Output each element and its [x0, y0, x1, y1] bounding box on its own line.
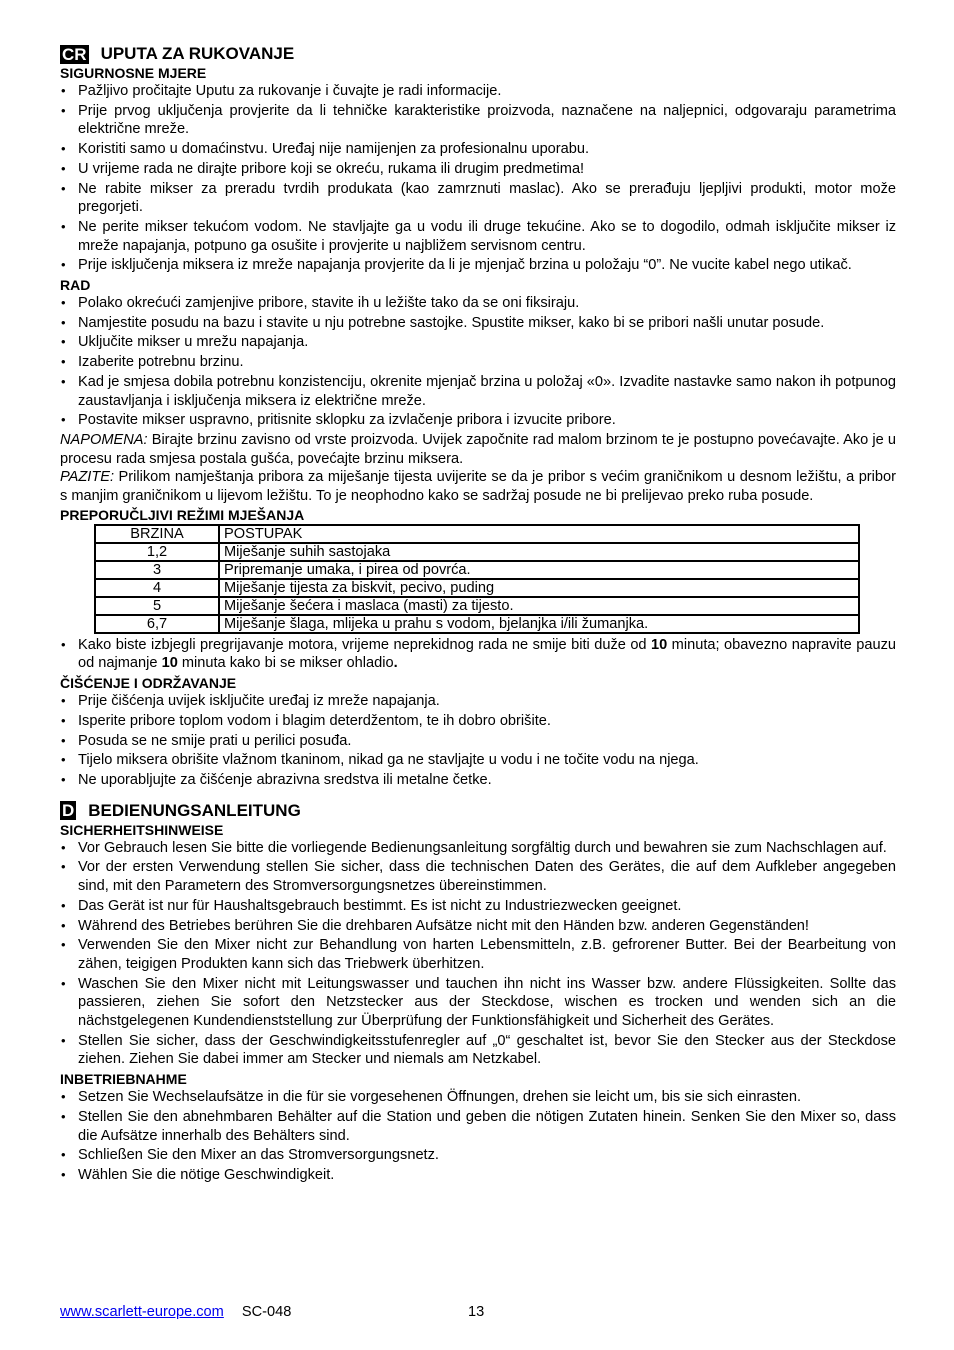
list-item: • Namjestite posudu na bazu i stavite u nju potrebne sastojke. Spustite mikser, kako bi se pribori našli unutar posude.	[60, 314, 896, 333]
page-number: 13	[468, 1304, 485, 1320]
list-item: • Wählen Sie die nötige Geschwindigkeit.	[60, 1166, 896, 1185]
list-item: • Ne perite mikser tekućom vodom. Ne stavljajte ga u vodu ili druge tekućine. Ako se to dogodilo, odmah isključite mikser iz mreže napajanja, potpuno ga osušite i provjerite u najbližem servisnom centru.	[60, 218, 896, 255]
pause-text-e: minuta kako bi se mikser ohladio	[177, 655, 394, 672]
pause-text-c: minuta; obavezno napravite pauzu od najmanje	[78, 636, 896, 672]
cell-speed: 4	[95, 579, 219, 597]
section-title-cr: UPUTA ZA RUKOVANJE	[100, 44, 295, 63]
list-safety-d	[60, 839, 896, 1069]
pause-period: .	[393, 655, 398, 672]
warning-paragraph	[60, 468, 896, 505]
warning-label: PAZITE:	[60, 469, 115, 486]
table-row	[95, 579, 859, 597]
list-item: • Prije prvog uključenja provjerite da li tehničke karakteristike proizvoda, naznačene na naljepnici, odgovaraju parametrima električne mreže.	[60, 102, 896, 139]
list-item: • Prije čišćenja uvijek isključite uređaj iz mreže napajanja.	[60, 692, 896, 711]
list-item: • Kad je smjesa dobila potrebnu konzistenciju, okrenite mjenjač brzina u položaj «0». Izvadite nastavke samo nakon ih potpunog zaustavljanja i isključenja miksera iz električne mreže.	[60, 373, 896, 410]
list-cleaning-cr	[60, 692, 896, 790]
list-item: • Setzen Sie Wechselaufsätze in die für sie vorgesehenen Öffnungen, drehen sie leicht um, bis sie sich einrasten.	[60, 1088, 896, 1107]
pause-minutes-max: 10	[651, 636, 668, 653]
list-pause-cr	[60, 636, 896, 673]
cell-procedure: Miješanje šlaga, mlijeka u prahu s vodom, bjelanjka i/ili žumanjka.	[219, 615, 859, 633]
heading-cleaning-cr: ČIŠĆENJE I ODRŽAVANJE	[60, 675, 237, 692]
list-item: • Postavite mikser uspravno, pritisnite sklopku za izvlačenje pribora i izvucite pribore.	[60, 411, 896, 430]
list-item: • Tijelo miksera obrišite vlažnom tkaninom, nikad ga ne stavljajte u vodu i ne točite vodu na njega.	[60, 751, 896, 770]
heading-safety-d: SICHERHEITSHINWEISE	[60, 821, 224, 838]
section-title-d: BEDIENUNGSANLEITUNG	[88, 800, 301, 820]
list-item: • Ne rabite mikser za preradu tvrdih produkata (kao zamrznuti maslac). Ako se prerađuju ljepljivi produkti, motor može pregorjeti.	[60, 180, 896, 217]
cell-speed: 6,7	[95, 615, 219, 633]
list-item: • Izaberite potrebnu brzinu.	[60, 353, 896, 372]
list-item: • Verwenden Sie den Mixer nicht zur Behandlung von harten Lebensmitteln, z.B. gefrorener Butter. Bei der Bearbeitung von zähen, teigigen Produkten kann sich das Triebwerk überhitzen.	[60, 936, 896, 973]
heading-operation-cr: RAD	[60, 277, 91, 294]
heading-operation-d: INBETRIEBNAHME	[60, 1071, 187, 1088]
pause-text-a: Kako biste izbjegli pregrijavanje motora, vrijeme neprekidnog rada ne smije biti duže od	[78, 636, 651, 653]
column-header-speed: BRZINA	[95, 525, 219, 543]
list-item: • Koristiti samo u domaćinstvu. Uređaj nije namijenjen za profesionalnu uporabu.	[60, 140, 896, 159]
list-item: • Das Gerät ist nur für Haushaltsgebrauch bestimmt. Es ist nicht zu Industriezwecken geeignet.	[60, 897, 896, 916]
list-item: • U vrijeme rada ne dirajte pribore koji se okreću, rukama ili drugim predmetima!	[60, 160, 896, 179]
cell-procedure: Miješanje tijesta za biskvit, pecivo, puding	[219, 579, 859, 597]
model-number: SC-048	[241, 1304, 292, 1320]
list-item: • Posuda se ne smije prati u perilici posuđa.	[60, 732, 896, 751]
page-footer	[60, 1304, 896, 1320]
cell-speed: 1,2	[95, 543, 219, 561]
list-item: • Stellen Sie sicher, dass der Geschwindigkeitsstufenregler auf „0“ geschaltet ist, bevor Sie den Stecker aus der Steckdose ziehen. Ziehen Sie dabei immer am Stecker und niemals am Netzkabel.	[60, 1032, 896, 1069]
mixing-modes-table	[94, 524, 860, 634]
list-item-pause	[60, 636, 896, 673]
list-item: • Stellen Sie den abnehmbaren Behälter auf die Station und geben die nötigen Zutaten hinein. Senken Sie den Mixer so, dass die Aufsätze innerhalb des Behälters sind.	[60, 1108, 896, 1145]
section-header-cr	[60, 44, 896, 64]
table-header-row	[95, 525, 859, 543]
table-row	[95, 597, 859, 615]
heading-modes-cr: PREPORUČLJIVI REŽIMI MJEŠANJA	[60, 506, 305, 523]
cell-procedure: Pripremanje umaka, i pirea od povrća.	[219, 561, 859, 579]
language-tag-d: D	[62, 801, 75, 821]
table-row	[95, 561, 859, 579]
list-item: • Polako okrećući zamjenjive pribore, stavite ih u ležište tako da se oni fiksiraju.	[60, 294, 896, 313]
list-item: • Während des Betriebes berühren Sie die drehbaren Aufsätze nicht mit den Händen bzw. anderen Gegenständen!	[60, 917, 896, 936]
table-row	[95, 543, 859, 561]
list-safety-cr	[60, 82, 896, 275]
warning-text: Prilikom namještanja pribora za miješanje tijesta uvijerite se da je pribor s većim graničnikom u desnom ležištu, a pribor s manjim graničnikom u lijevom ležištu. To je neophodno kako se sadržaj posude ne bi prelijevao preko ruba posude.	[60, 469, 896, 505]
list-item: • Ne uporabljujte za čišćenje abrazivna sredstva ili metalne četke.	[60, 771, 896, 790]
document-page	[60, 44, 896, 1186]
list-item: • Waschen Sie den Mixer nicht mit Leitungswasser und tauchen ihn nicht ins Wasser bzw. andere Flüssigkeiten. Sollte das passieren, ziehen Sie sofort den Netzstecker aus der Steckdose, wischen es trocken und wenden sich an die nächstgelegenen Kundendienststellung zur Überprüfung der Funktionsfähigkeit und Sicherheit des Gerätes.	[60, 975, 896, 1031]
language-tag-cr: CR	[62, 44, 87, 64]
note-label: NAPOMENA:	[60, 431, 148, 448]
cell-speed: 5	[95, 597, 219, 615]
list-item: • Prije isključenja miksera iz mreže napajanja provjerite da li je mjenjač brzina u položaju “0”. Ne vucite kabel nego utikač.	[60, 256, 896, 275]
note-text: Birajte brzinu zavisno od vrste proizvoda. Uvijek započnite rad malom brzinom te je postupno povećavajte. Ako je u procesu rada smjesa postala gušća, povećajte brzinu miksera.	[60, 431, 896, 467]
website-link[interactable]: www.scarlett-europe.com	[60, 1304, 224, 1320]
list-item: • Isperite pribore toplom vodom i blagim deterdžentom, te ih dobro obrišite.	[60, 712, 896, 731]
note-paragraph	[60, 431, 896, 468]
heading-safety-cr: SIGURNOSNE MJERE	[60, 65, 207, 81]
list-item: • Vor der ersten Verwendung stellen Sie sicher, dass die technischen Daten des Gerätes, die auf dem Aufkleber angegeben sind, mit den Parametern des Stromversorgungsnetzes übereinstimmen.	[60, 858, 896, 895]
cell-speed: 3	[95, 561, 219, 579]
list-item: • Schließen Sie den Mixer an das Stromversorgungsnetz.	[60, 1146, 896, 1165]
list-item: • Pažljivo pročitajte Uputu za rukovanje i čuvajte je radi informacije.	[60, 82, 896, 101]
list-item: • Uključite mikser u mrežu napajanja.	[60, 333, 896, 352]
pause-minutes-min: 10	[161, 655, 178, 672]
section-header-d	[60, 801, 896, 821]
list-item: • Vor Gebrauch lesen Sie bitte die vorliegende Bedienungsanleitung sorgfältig durch und bewahren sie zum Nachschlagen auf.	[60, 839, 896, 858]
table-row	[95, 615, 859, 633]
column-header-procedure: POSTUPAK	[219, 525, 859, 543]
cell-procedure: Miješanje šećera i maslaca (masti) za tijesto.	[219, 597, 859, 615]
list-operation-d	[60, 1088, 896, 1185]
list-operation-cr	[60, 294, 896, 430]
cell-procedure: Miješanje suhih sastojaka	[219, 543, 859, 561]
